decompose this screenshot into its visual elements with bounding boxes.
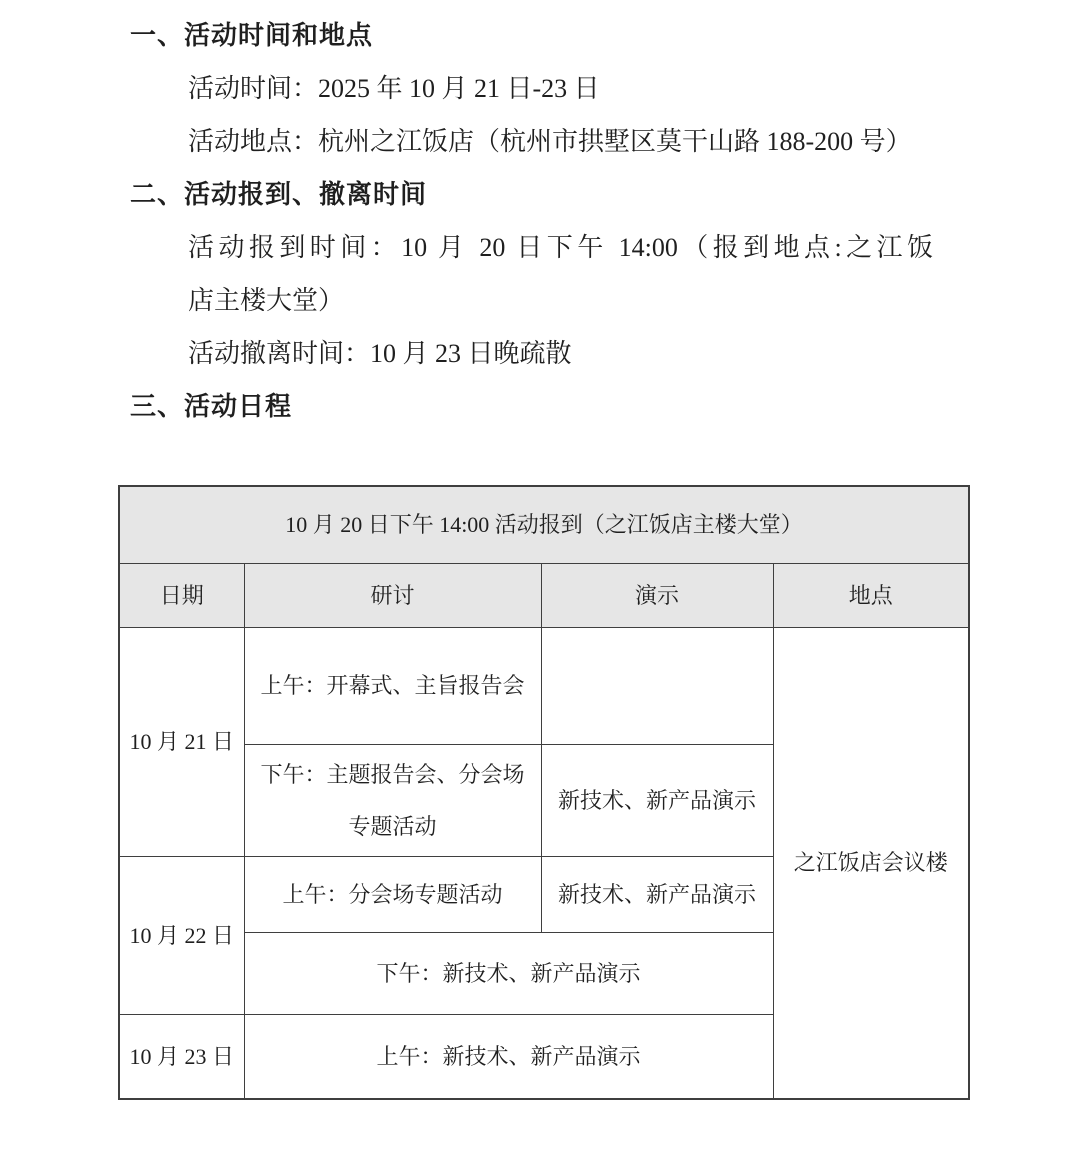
cell-date-oct23: 10 月 23 日: [119, 1015, 244, 1100]
event-time-line: 活动时间：2025 年 10 月 21 日-23 日: [188, 74, 600, 103]
cell-merged-oct22-afternoon: 下午：新技术、新产品演示: [244, 933, 773, 1015]
table-header-row: [119, 564, 969, 628]
departure-time-line: 活动撤离时间：10 月 23 日晚疏散: [188, 339, 572, 368]
cell-seminar-oct21-morning: 上午：开幕式、主旨报告会: [244, 628, 541, 745]
column-header-demo: 演示: [541, 564, 773, 628]
cell-demo-oct21-afternoon: 新技术、新产品演示: [541, 745, 773, 857]
cell-seminar-oct22-morning: 上午：分会场专题活动: [244, 857, 541, 933]
checkin-time-line-wrap: 店主楼大堂）: [188, 286, 345, 315]
checkin-time-line: 活动报到时间：10 月 20 日下午 14:00（报到地点:之江饭: [188, 233, 933, 262]
cell-seminar-oct21-afternoon: 下午：主题报告会、分会场专题活动: [244, 745, 541, 857]
cell-demo-oct21-morning: [541, 628, 773, 745]
cell-date-oct22: 10 月 22 日: [119, 857, 244, 1015]
event-location-line: 活动地点：杭州之江饭店（杭州市拱墅区莫干山路 188-200 号）: [188, 127, 912, 156]
cell-demo-oct22-morning: 新技术、新产品演示: [541, 857, 773, 933]
cell-location: 之江饭店会议楼: [773, 628, 969, 1100]
table-row: [119, 628, 969, 745]
document-text-block: [0, 0, 1080, 433]
section-heading-1: 一、活动时间和地点: [130, 20, 374, 50]
section-heading-2: 二、活动报到、撤离时间: [130, 179, 428, 209]
schedule-table: [118, 485, 970, 1100]
column-header-date: 日期: [119, 564, 244, 628]
column-header-location: 地点: [773, 564, 969, 628]
section-heading-3: 三、活动日程: [130, 391, 293, 421]
table-banner-row: [119, 486, 969, 564]
column-header-seminar: 研讨: [244, 564, 541, 628]
cell-merged-oct23-morning: 上午：新技术、新产品演示: [244, 1015, 773, 1100]
table-banner: 10 月 20 日下午 14:00 活动报到（之江饭店主楼大堂）: [119, 486, 969, 564]
cell-date-oct21: 10 月 21 日: [119, 628, 244, 857]
